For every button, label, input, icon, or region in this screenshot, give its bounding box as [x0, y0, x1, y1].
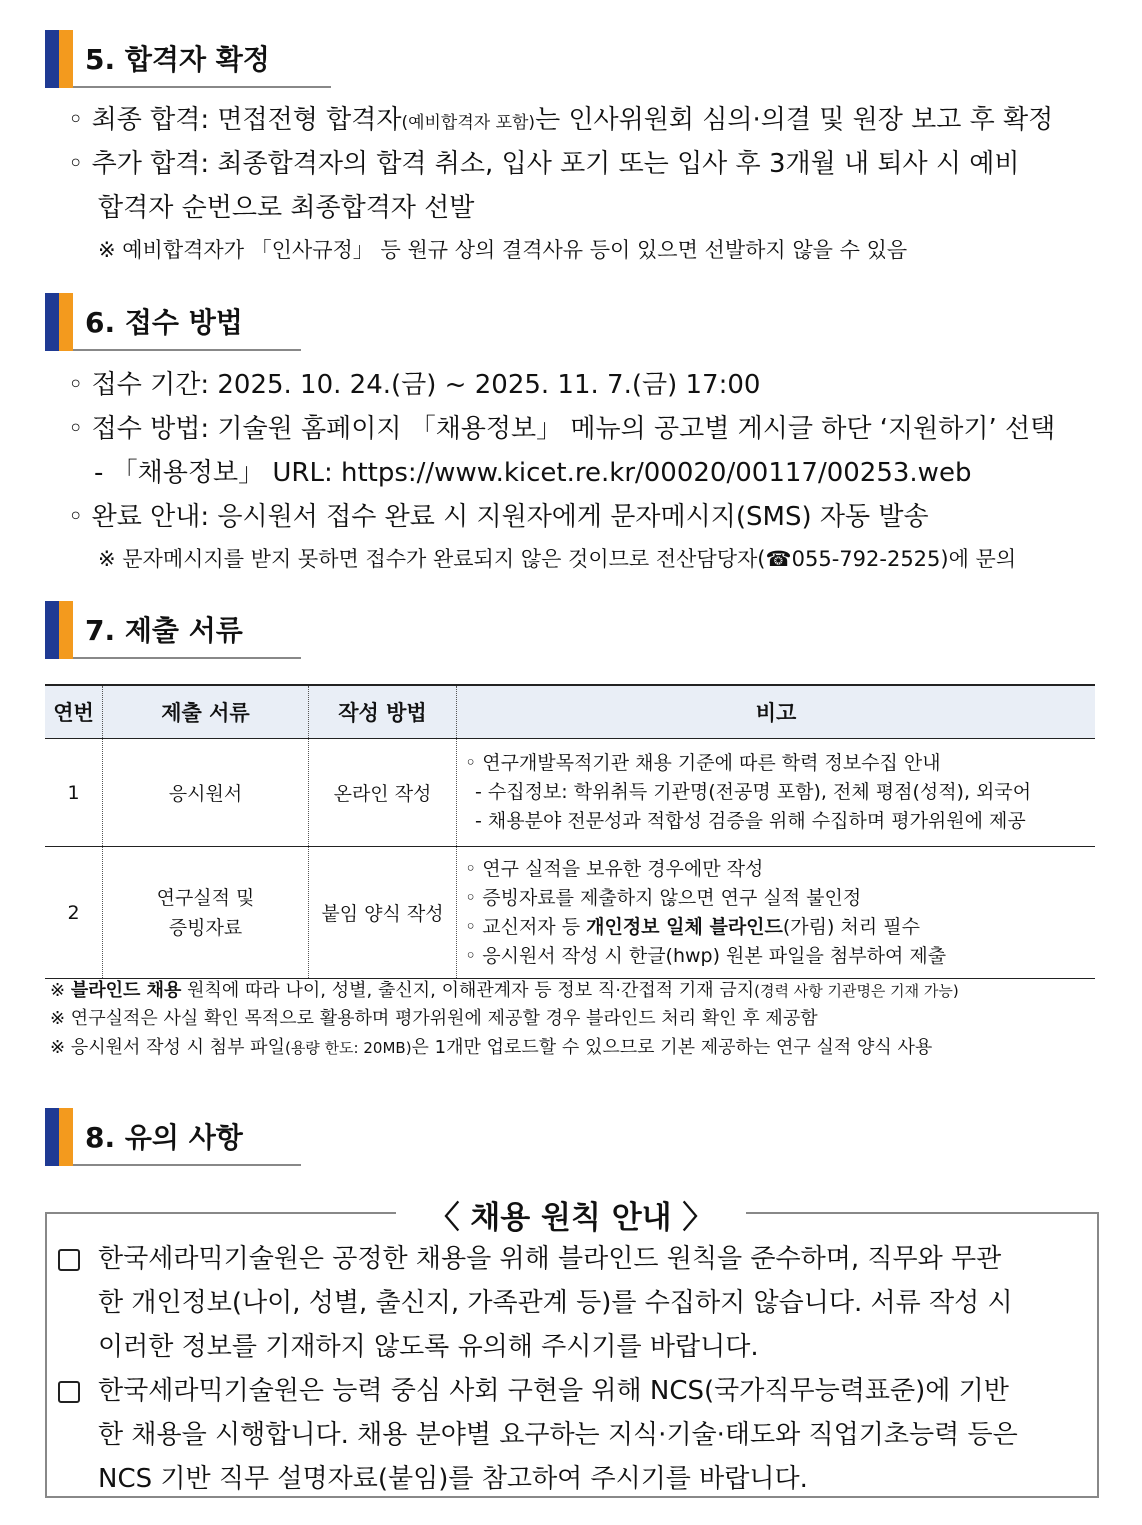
- header-accent-bar: [45, 1108, 59, 1166]
- cell-method: 붙임 양식 작성: [309, 847, 457, 979]
- section-8-title: 8. 유의 사항: [85, 1121, 243, 1154]
- principle-1-line-2: 한 개인정보(나이, 성별, 출신지, 가족관계 등)를 수집하지 않습니다. 서류 작성 시: [98, 1288, 1013, 1318]
- header-accent-bar: [59, 1108, 73, 1166]
- principle-1-line-3: 이러한 정보를 기재하지 않도록 유의해 주시기를 바랍니다.: [98, 1332, 759, 1362]
- header-accent-bar: [45, 601, 59, 659]
- square-bullet-icon: [58, 1249, 80, 1271]
- sec6-line-4: ◦ 완료 안내: 응시원서 접수 완료 시 지원자에게 문자메시지(SMS) 자동 발송: [68, 502, 929, 532]
- header-accent-bar: [45, 30, 59, 88]
- header-underline: [73, 86, 331, 88]
- cell-no: 2: [45, 847, 103, 979]
- cell-doc: 응시원서: [103, 739, 309, 847]
- table-note-2: ※ 연구실적은 사실 확인 목적으로 활용하며 평가위원에 제공할 경우 블라인드 처리 확인 후 제공함: [50, 1008, 818, 1029]
- cell-remarks: ◦ 연구개발목적기관 채용 기준에 따른 학력 정보수집 안내 - 수집정보: 학위취득 기관명(전공명 포함), 전체 평점(성적), 외국어 - 채용분야 전문성과 적합성 검증을 위해 수집하며 평가위원에 제공: [457, 739, 1096, 847]
- table-note-3: ※ 응시원서 작성 시 첨부 파일(용량 한도: 20MB)은 1개만 업로드할 수 있으므로 기본 제공하는 연구 실적 양식 사용: [50, 1037, 933, 1058]
- principle-2-line-1: 한국세라믹기술원은 능력 중심 사회 구현을 위해 NCS(국가직무능력표준)에 기반: [98, 1376, 1009, 1406]
- col-header-doc: 제출 서류: [103, 685, 309, 739]
- sec5-line-3: 합격자 순번으로 최종합격자 선발: [98, 193, 475, 223]
- principles-box-title: 〈 채용 원칙 안내 〉: [396, 1192, 746, 1237]
- table-header-row: [45, 685, 1095, 739]
- cell-method: 온라인 작성: [309, 739, 457, 847]
- sec6-line-1: ◦ 접수 기간: 2025. 10. 24.(금) ~ 2025. 11. 7.(금) 17:00: [68, 370, 761, 400]
- section-7-title: 7. 제출 서류: [85, 614, 243, 647]
- principle-2-line-2: 한 채용을 시행합니다. 채용 분야별 요구하는 지식·기술·태도와 직업기초능력 등은: [98, 1420, 1018, 1450]
- col-header-remarks: 비고: [457, 685, 1096, 739]
- header-accent-bar: [59, 30, 73, 88]
- header-underline: [73, 657, 301, 659]
- sec6-url-line: - 「채용정보」 URL: https://www.kicet.re.kr/00020/00117/00253.web: [94, 458, 972, 488]
- table-row: [45, 847, 1095, 979]
- header-accent-bar: [45, 293, 59, 351]
- section-5-title: 5. 합격자 확정: [85, 43, 270, 76]
- cell-no: 1: [45, 739, 103, 847]
- documents-table: [45, 684, 1095, 979]
- col-header-method: 작성 방법: [309, 685, 457, 739]
- table-row: [45, 739, 1095, 847]
- section-6-title: 6. 접수 방법: [85, 306, 243, 339]
- sec5-line-1: ◦ 최종 합격: 면접전형 합격자(예비합격자 포함)는 인사위원회 심의·의결 및 원장 보고 후 확정: [68, 105, 1054, 135]
- header-accent-bar: [59, 293, 73, 351]
- sec6-note: ※ 문자메시지를 받지 못하면 접수가 완료되지 않은 것이므로 전산담당자(☎055-792-2525)에 문의: [98, 547, 1017, 571]
- table-note-1: ※ 블라인드 채용 원칙에 따라 나이, 성별, 출신지, 이해관계자 등 정보 직·간접적 기재 금지(경력 사항 기관명은 기재 가능): [50, 980, 959, 1001]
- sec5-line-2: ◦ 추가 합격: 최종합격자의 합격 취소, 입사 포기 또는 입사 후 3개월 내 퇴사 시 예비: [68, 149, 1020, 179]
- square-bullet-icon: [58, 1381, 80, 1403]
- sec6-line-2: ◦ 접수 방법: 기술원 홈페이지 「채용정보」 메뉴의 공고별 게시글 하단 ‘지원하기’ 선택: [68, 414, 1056, 444]
- col-header-no: 연번: [45, 685, 103, 739]
- principle-2-line-3: NCS 기반 직무 설명자료(붙임)를 참고하여 주시기를 바랍니다.: [98, 1464, 808, 1494]
- cell-doc: 연구실적 및 증빙자료: [103, 847, 309, 979]
- header-underline: [73, 1164, 301, 1166]
- header-underline: [73, 349, 301, 351]
- principle-1-line-1: 한국세라믹기술원은 공정한 채용을 위해 블라인드 원칙을 준수하며, 직무와 무관: [98, 1244, 1002, 1274]
- cell-remarks: ◦ 연구 실적을 보유한 경우에만 작성 ◦ 증빙자료를 제출하지 않으면 연구 실적 불인정 ◦ 교신저자 등 개인정보 일체 블라인드(가림) 처리 필수 ◦ 응시원서 작성 시 한글(hwp) 원본 파일을 첨부하여 제출: [457, 847, 1096, 979]
- sec5-note: ※ 예비합격자가 「인사규정」 등 원규 상의 결격사유 등이 있으면 선발하지 않을 수 있음: [98, 238, 908, 262]
- header-accent-bar: [59, 601, 73, 659]
